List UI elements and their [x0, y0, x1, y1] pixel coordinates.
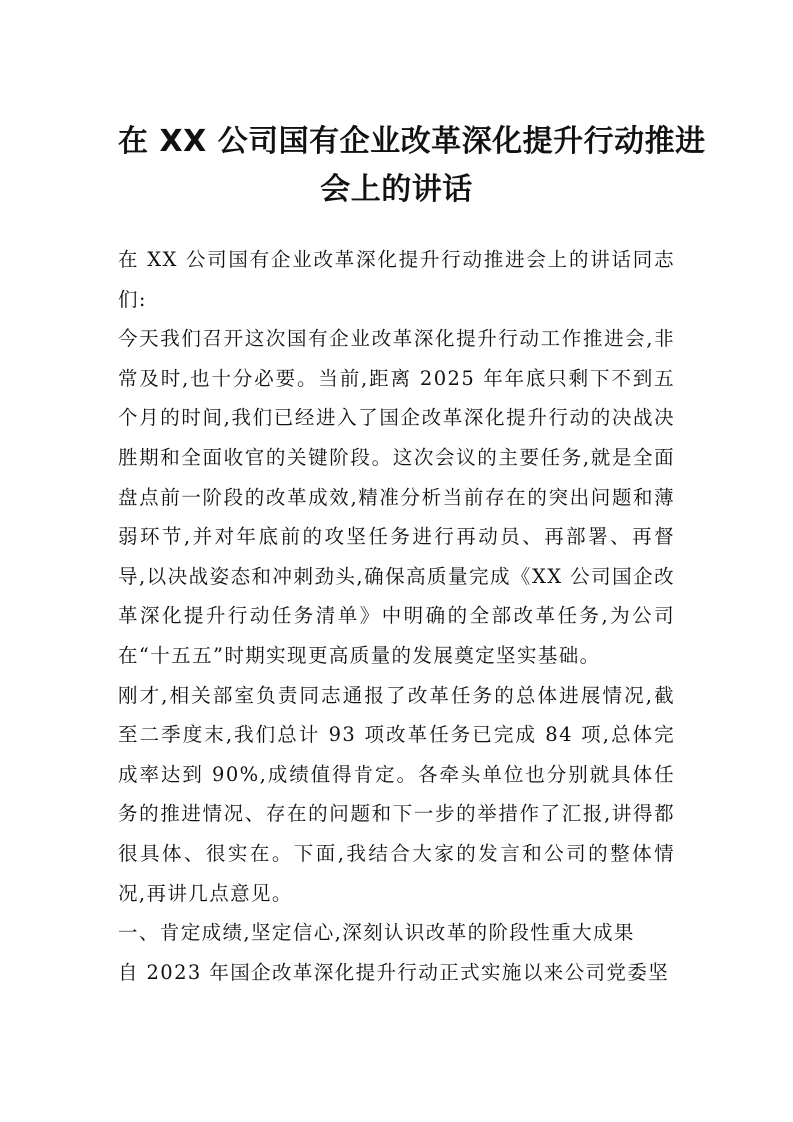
document-title [118, 118, 706, 214]
document-body [118, 240, 675, 992]
opening-paragraph: 今天我们召开这次国有企业改革深化提升行动工作推进会,非常及时,也十分必要。当前,距离 2025 年年底只剩下不到五个月的时间,我们已经进入了国企改革深化提升行动的决战决胜期和全面收官的关键阶段。这次会议的主要任务,就是全面盘点前一阶段的改革成效,精准分析当前存在的突出问题和薄弱环节,并对年底前的攻坚任务进行再动员、再部署、再督导,以决战姿态和冲刺劲头,确保高质量完成《XX 公司国企改革深化提升行动任务清单》中明确的全部改革任务,为公司在“十五五”时期实现更高质量的发展奠定坚实基础。 [118, 327, 675, 667]
section-1-paragraph: 自 2023 年国企改革深化提升行动正式实施以来公司党委坚 [118, 960, 670, 984]
title-line-2: 会上的讲话 [320, 172, 473, 207]
section-heading-1: 一、肯定成绩,坚定信心,深刻认识改革的阶段性重大成果 [118, 921, 635, 945]
title-line-1: 在 XX 公司国有企业改革深化提升行动推进 [118, 124, 706, 159]
progress-paragraph: 刚才,相关部室负责同志通报了改革任务的总体进展情况,截至二季度末,我们总计 93 项改革任务已完成 84 项,总体完成率达到 90%,成绩值得肯定。各牵头单位也分别就具体任务的推进情况、存在的问题和下一步的举措作了汇报,讲得都很具体、很实在。下面,我结合大家的发言和公司的整体情况,再讲几点意见。 [118, 683, 675, 905]
salutation-paragraph: 在 XX 公司国有企业改革深化提升行动推进会上的讲话同志们: [118, 248, 675, 311]
